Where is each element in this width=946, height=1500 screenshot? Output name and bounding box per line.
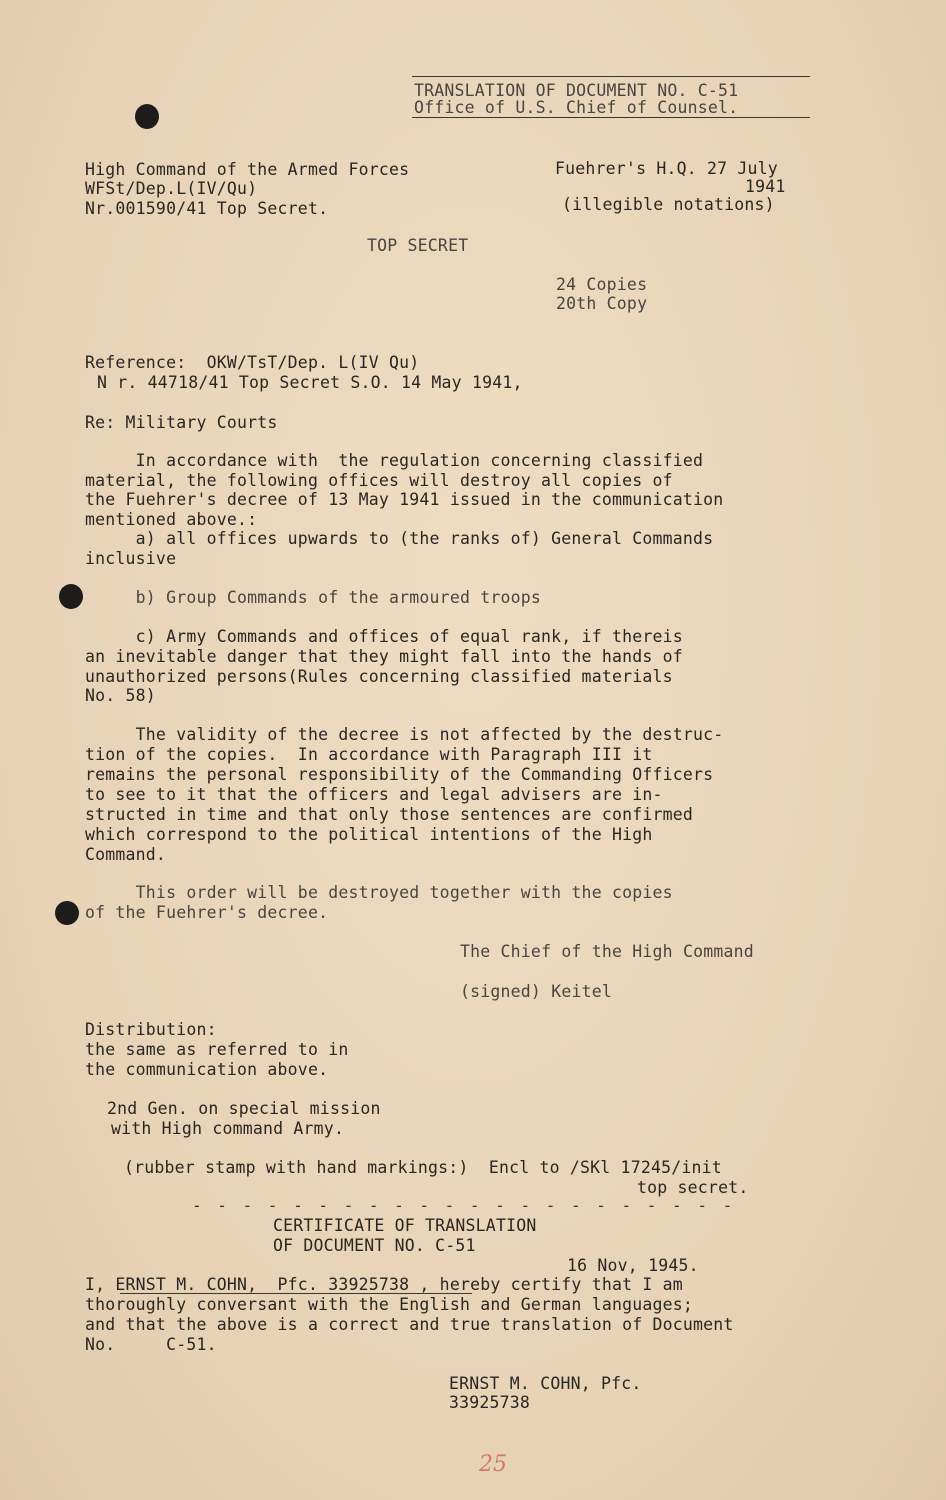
body-p1-l4: mentioned above.: xyxy=(85,510,258,529)
date-line-2: 1941 xyxy=(745,177,786,196)
copy-number: 20th Copy xyxy=(556,294,648,313)
copies-count: 24 Copies xyxy=(556,275,648,294)
translator-number: 33925738 xyxy=(449,1393,531,1412)
reference-line-1: Reference: OKW/TsT/Dep. L(IV Qu) xyxy=(85,353,420,372)
punch-hole-middle xyxy=(59,584,83,609)
distribution-l2: the communication above. xyxy=(85,1060,329,1079)
item-c-l1: c) Army Commands and offices of equal rank, if thereis xyxy=(85,627,683,646)
classification-heading: TOP SECRET xyxy=(367,236,469,255)
header-rule-top xyxy=(412,76,810,77)
body-p2-l6: which correspond to the political intentions of the High xyxy=(85,825,653,844)
separator-dashes: - - - - - - - - - - - - - - - - - - - - - - xyxy=(192,1196,736,1215)
date-line-1: Fuehrer's H.Q. 27 July xyxy=(555,159,778,178)
body-p1-l1: In accordance with the regulation concerning classified xyxy=(85,451,704,470)
subject-line: Re: Military Courts xyxy=(85,413,278,432)
date-line-3: (illegible notations) xyxy=(562,195,775,214)
certificate-l2: thoroughly conversant with the English and German languages; xyxy=(85,1295,694,1314)
body-p2-l5: structed in time and that only those sentences are confirmed xyxy=(85,805,694,824)
distribution-l3: 2nd Gen. on special mission xyxy=(107,1099,381,1118)
item-a-l1: a) all offices upwards to (the ranks of) General Commands xyxy=(85,529,714,548)
office-header: Office of U.S. Chief of Counsel. xyxy=(414,98,739,117)
distribution-heading: Distribution: xyxy=(85,1020,217,1039)
body-p3-l1: This order will be destroyed together with the copies xyxy=(85,883,673,902)
translation-header: TRANSLATION OF DOCUMENT NO. C-51 xyxy=(414,81,739,100)
certificate-heading-2: OF DOCUMENT NO. C-51 xyxy=(273,1236,476,1255)
item-a-l2: inclusive xyxy=(85,549,177,568)
certificate-l3: and that the above is a correct and true translation of Document xyxy=(85,1315,734,1334)
distribution-l1: the same as referred to in xyxy=(85,1040,349,1059)
header-rule-bottom xyxy=(412,117,810,118)
item-c-l3: unauthorized persons(Rules concerning classified materials xyxy=(85,667,673,686)
sender-line-1: High Command of the Armed Forces xyxy=(85,160,410,179)
signatory-name: (signed) Keitel xyxy=(460,982,613,1001)
punch-hole-bottom xyxy=(55,901,79,925)
distribution-l4: with High command Army. xyxy=(111,1119,345,1138)
sender-line-2: WFSt/Dep.L(IV/Qu) xyxy=(85,179,258,198)
item-b: b) Group Commands of the armoured troops xyxy=(85,588,542,607)
body-p1-l3: the Fuehrer's decree of 13 May 1941 issued in the communication xyxy=(85,490,724,509)
punch-hole-top xyxy=(135,104,159,129)
translator-name: ERNST M. COHN, Pfc. xyxy=(449,1374,642,1393)
certificate-l4: No. C-51. xyxy=(85,1335,217,1354)
body-p2-l2: tion of the copies. In accordance with Paragraph III it xyxy=(85,745,653,764)
certificate-heading-1: CERTIFICATE OF TRANSLATION xyxy=(273,1216,537,1235)
stamp-note-l1: (rubber stamp with hand markings:) Encl to /SKl 17245/init xyxy=(124,1158,722,1177)
sender-line-3: Nr.001590/41 Top Secret. xyxy=(85,199,329,218)
item-c-l2: an inevitable danger that they might fall into the hands of xyxy=(85,647,683,666)
certificate-name-underline xyxy=(120,1293,472,1294)
body-p3-l2: of the Fuehrer's decree. xyxy=(85,903,329,922)
page-number: 25 xyxy=(479,1452,507,1477)
body-p2-l1: The validity of the decree is not affected by the destruc- xyxy=(85,725,724,744)
body-p2-l4: to see to it that the officers and legal advisers are in- xyxy=(85,785,663,804)
item-c-l4: No. 58) xyxy=(85,686,156,705)
body-p2-l3: remains the personal responsibility of the Commanding Officers xyxy=(85,765,714,784)
reference-line-2: N r. 44718/41 Top Secret S.O. 14 May 1941, xyxy=(97,373,523,392)
stamp-note-l2: top secret. xyxy=(637,1178,749,1197)
body-p2-l7: Command. xyxy=(85,845,167,864)
body-p1-l2: material, the following offices will destroy all copies of xyxy=(85,471,673,490)
certificate-date: 16 Nov, 1945. xyxy=(567,1256,699,1275)
certificate-l1: I, ERNST M. COHN, Pfc. 33925738 , hereby certify that I am xyxy=(85,1275,683,1294)
signatory-title: The Chief of the High Command xyxy=(460,942,754,961)
